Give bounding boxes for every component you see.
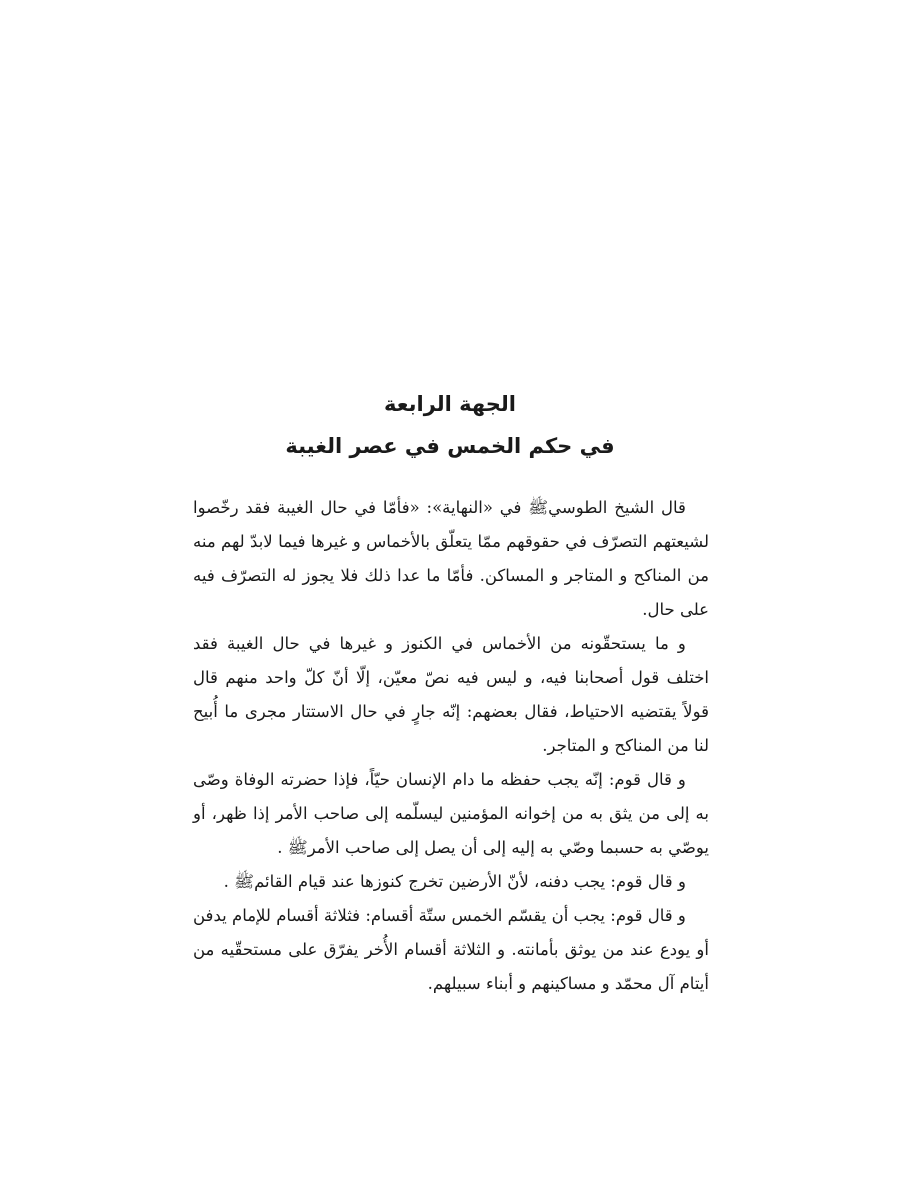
paragraph: و ما يستحقّونه من الأخماس في الكنوز و غيرها في حال الغيبة فقد اختلف قول أصحابنا فيه، و ليس فيه نصّ معيّن، إلّا أنّ كلّ واحد منهم قال قولاً يقتضيه الاحتياط، فقال بعضهم: إنّه جارٍ في حال الاستتار مجرى ما أُبيح لنا من المناكح و المتاجر. (193, 634, 709, 755)
chapter-subtitle: في حكم الخمس في عصر الغيبة (285, 434, 615, 458)
body-text (193, 491, 709, 1001)
chapter-title: الجهة الرابعة (384, 392, 516, 416)
paragraph: قال الشيخ الطوسيﷺ في «النهاية»: «فأمّا في حال الغيبة فقد رخّصوا لشيعتهم التصرّف في حقوقهم ممّا يتعلّق بالأخماس و غيرها فيما لابدّ لهم منه من المناكح و المتاجر و المساكن. فأمّا ما عدا ذلك فلا يجوز له التصرّف فيه على حال. (193, 498, 709, 619)
paragraph: و قال قوم: يجب دفنه، لأنّ الأرضين تخرج كنوزها عند قيام القائمﷺ . (223, 872, 686, 891)
paragraph: و قال قوم: إنّه يجب حفظه ما دام الإنسان حيّاً، فإذا حضرته الوفاة وصّى به إلى من يثق به من إخوانه المؤمنين ليسلّمه إلى صاحب الأمر إذا ظهر، أو يوصّي به حسبما وصّي به إليه إلى أن يصل إلى صاحب الأمرﷺ . (193, 770, 709, 857)
chapter-heading (190, 385, 710, 465)
paragraph: و قال قوم: يجب أن يقسّم الخمس ستّة أقسام: فثلاثة أقسام للإمام يدفن أو يودع عند من يوثق بأمانته. و الثلاثة أقسام الأُخر يفرّق على مستحقّيه من أيتام آل محمّد و مساكينهم و أبناء سبيلهم. (193, 906, 709, 993)
